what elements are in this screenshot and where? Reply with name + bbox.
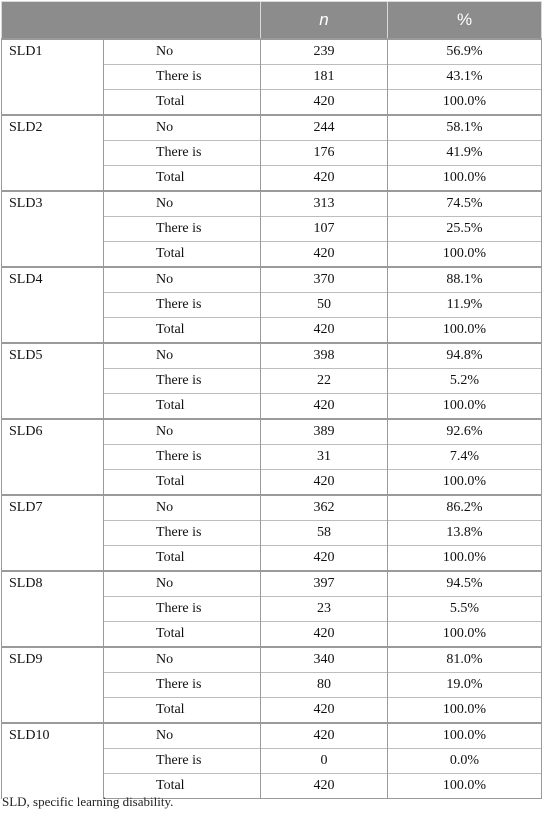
row-label: No [104, 419, 261, 445]
count-cell: 362 [261, 495, 388, 521]
percent-cell: 74.5% [388, 191, 542, 217]
percent-cell: 58.1% [388, 115, 542, 141]
group-label: SLD9 [2, 647, 104, 723]
row-label: Total [104, 470, 261, 496]
table-row [2, 191, 542, 217]
percent-cell: 100.0% [388, 622, 542, 648]
count-cell: 176 [261, 141, 388, 166]
data-table [1, 1, 542, 799]
percent-cell: 100.0% [388, 698, 542, 724]
row-label: Total [104, 774, 261, 799]
row-label: Total [104, 622, 261, 648]
header-n: n [261, 2, 388, 40]
count-cell: 50 [261, 293, 388, 318]
group-label: SLD1 [2, 39, 104, 115]
row-label: Total [104, 90, 261, 116]
header-row [2, 2, 542, 40]
count-cell: 420 [261, 394, 388, 420]
count-cell: 340 [261, 647, 388, 673]
table-row [2, 419, 542, 445]
row-label: There is [104, 673, 261, 698]
percent-cell: 7.4% [388, 445, 542, 470]
row-label: There is [104, 445, 261, 470]
count-cell: 80 [261, 673, 388, 698]
row-label: No [104, 723, 261, 749]
count-cell: 397 [261, 571, 388, 597]
row-label: No [104, 571, 261, 597]
percent-cell: 19.0% [388, 673, 542, 698]
percent-cell: 94.5% [388, 571, 542, 597]
header-blank [2, 2, 261, 40]
row-label: There is [104, 369, 261, 394]
percent-cell: 100.0% [388, 546, 542, 572]
count-cell: 420 [261, 318, 388, 344]
row-label: Total [104, 166, 261, 192]
row-label: Total [104, 242, 261, 268]
percent-cell: 100.0% [388, 242, 542, 268]
count-cell: 420 [261, 242, 388, 268]
table-row [2, 115, 542, 141]
row-label: No [104, 39, 261, 65]
row-label: There is [104, 141, 261, 166]
count-cell: 420 [261, 546, 388, 572]
row-label: No [104, 647, 261, 673]
count-cell: 420 [261, 774, 388, 799]
row-label: There is [104, 749, 261, 774]
group-label: SLD6 [2, 419, 104, 495]
count-cell: 420 [261, 90, 388, 116]
count-cell: 0 [261, 749, 388, 774]
count-cell: 420 [261, 166, 388, 192]
count-cell: 398 [261, 343, 388, 369]
header-percent: % [388, 2, 542, 40]
group-label: SLD7 [2, 495, 104, 571]
group-label: SLD10 [2, 723, 104, 799]
row-label: No [104, 267, 261, 293]
count-cell: 23 [261, 597, 388, 622]
group-label: SLD3 [2, 191, 104, 267]
row-label: There is [104, 293, 261, 318]
count-cell: 313 [261, 191, 388, 217]
percent-cell: 100.0% [388, 774, 542, 799]
group-label: SLD8 [2, 571, 104, 647]
row-label: There is [104, 217, 261, 242]
percent-cell: 5.5% [388, 597, 542, 622]
count-cell: 420 [261, 698, 388, 724]
table-row [2, 723, 542, 749]
count-cell: 22 [261, 369, 388, 394]
percent-cell: 100.0% [388, 394, 542, 420]
row-label: There is [104, 65, 261, 90]
table-row [2, 343, 542, 369]
count-cell: 420 [261, 723, 388, 749]
count-cell: 31 [261, 445, 388, 470]
percent-cell: 11.9% [388, 293, 542, 318]
count-cell: 181 [261, 65, 388, 90]
percent-cell: 81.0% [388, 647, 542, 673]
count-cell: 107 [261, 217, 388, 242]
count-cell: 389 [261, 419, 388, 445]
row-label: Total [104, 318, 261, 344]
percent-cell: 92.6% [388, 419, 542, 445]
row-label: Total [104, 394, 261, 420]
percent-cell: 100.0% [388, 166, 542, 192]
table-footnote: SLD, specific learning disability. [2, 794, 174, 809]
percent-cell: 13.8% [388, 521, 542, 546]
table-row [2, 571, 542, 597]
percent-cell: 100.0% [388, 318, 542, 344]
table-row [2, 495, 542, 521]
table-row [2, 647, 542, 673]
count-cell: 420 [261, 622, 388, 648]
percent-cell: 100.0% [388, 723, 542, 749]
row-label: No [104, 115, 261, 141]
row-label: There is [104, 521, 261, 546]
row-label: Total [104, 546, 261, 572]
count-cell: 420 [261, 470, 388, 496]
percent-cell: 100.0% [388, 90, 542, 116]
table-body [2, 39, 542, 799]
percent-cell: 5.2% [388, 369, 542, 394]
group-label: SLD5 [2, 343, 104, 419]
count-cell: 239 [261, 39, 388, 65]
count-cell: 58 [261, 521, 388, 546]
percent-cell: 0.0% [388, 749, 542, 774]
table-row [2, 39, 542, 65]
percent-cell: 88.1% [388, 267, 542, 293]
row-label: No [104, 495, 261, 521]
group-label: SLD2 [2, 115, 104, 191]
count-cell: 244 [261, 115, 388, 141]
percent-cell: 43.1% [388, 65, 542, 90]
row-label: No [104, 343, 261, 369]
group-label: SLD4 [2, 267, 104, 343]
table-header [2, 2, 542, 40]
percent-cell: 41.9% [388, 141, 542, 166]
percent-cell: 86.2% [388, 495, 542, 521]
percent-cell: 94.8% [388, 343, 542, 369]
percent-cell: 25.5% [388, 217, 542, 242]
count-cell: 370 [261, 267, 388, 293]
row-label: No [104, 191, 261, 217]
row-label: Total [104, 698, 261, 724]
row-label: There is [104, 597, 261, 622]
percent-cell: 100.0% [388, 470, 542, 496]
table-row [2, 267, 542, 293]
percent-cell: 56.9% [388, 39, 542, 65]
